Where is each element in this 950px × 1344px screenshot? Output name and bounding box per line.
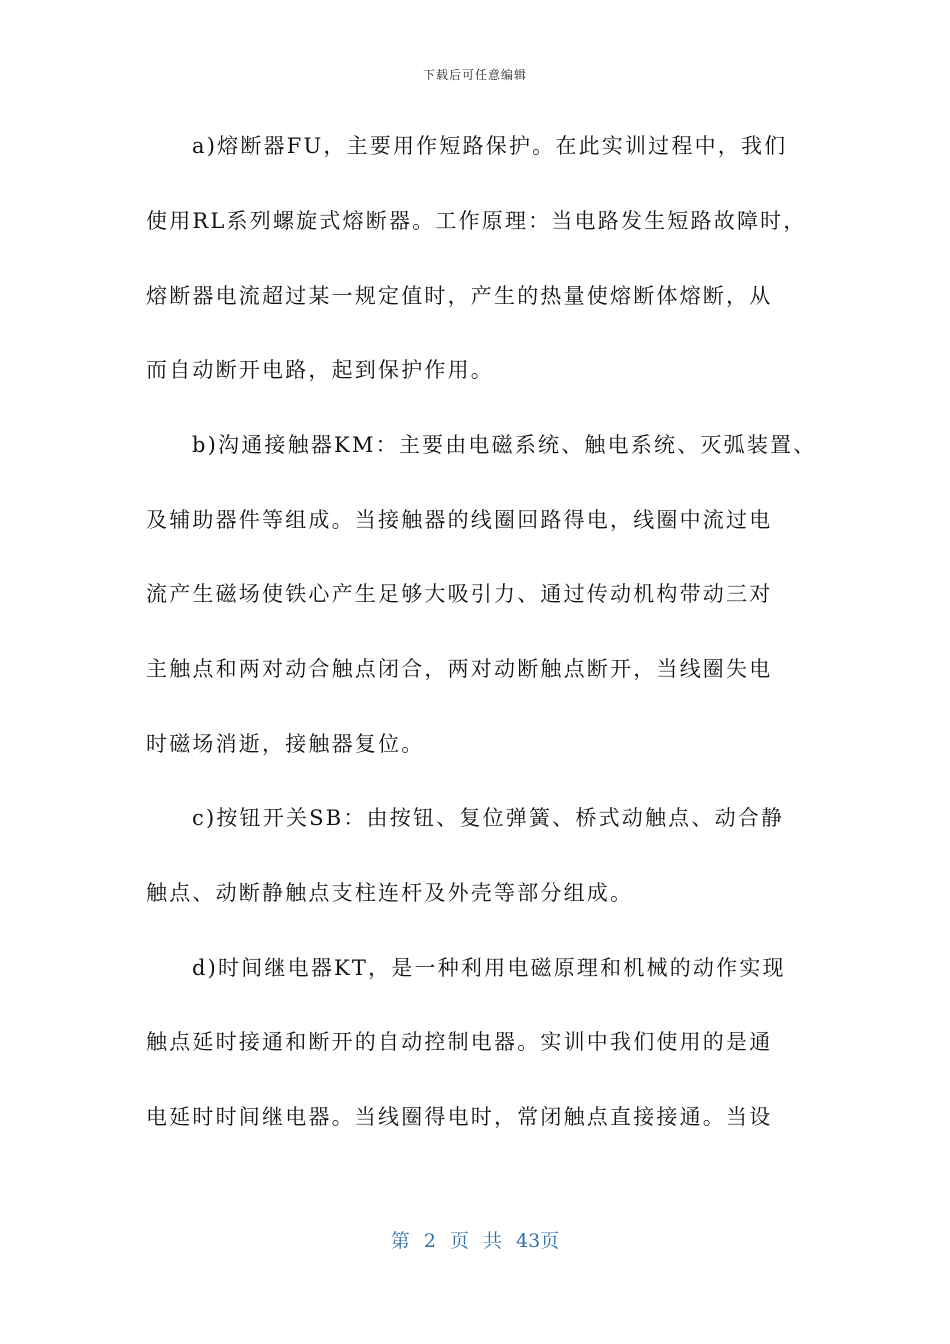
- paragraph-c-line-2: 触点、动断静触点支柱连杆及外壳等部分组成。: [146, 881, 634, 905]
- paragraph-d-line-3: 电延时时间继电器。当线圈得电时，常闭触点直接接通。当设: [146, 1105, 773, 1129]
- page-number-footer: 第 2 页 共 43页: [390, 1230, 560, 1252]
- paragraph-d-line-2: 触点延时接通和断开的自动控制电器。实训中我们使用的是通: [146, 1030, 773, 1054]
- paragraph-a-line-4: 而自动断开电路，起到保护作用。: [146, 358, 494, 382]
- paragraph-a-line-2: 使用RL系列螺旋式熔断器。工作原理：当电路发生短路故障时，: [146, 209, 807, 233]
- paragraph-c-line-1: c)按钮开关SB：由按钮、复位弹簧、桥式动触点、动合静: [192, 806, 785, 830]
- paragraph-b-line-4: 主触点和两对动合触点闭合，两对动断触点断开，当线圈失电: [146, 657, 773, 681]
- paragraph-b-line-1: b)沟通接触器KM：主要由电磁系统、触电系统、灭弧装置、: [192, 433, 817, 457]
- paragraph-b-line-3: 流产生磁场使铁心产生足够大吸引力、通过传动机构带动三对: [146, 582, 773, 606]
- paragraph-d-line-1: d)时间继电器KT，是一种利用电磁原理和机械的动作实现: [192, 956, 786, 980]
- paragraph-a-line-1: a)熔断器FU，主要用作短路保护。在此实训过程中，我们: [192, 134, 788, 158]
- paragraph-a-line-3: 熔断器电流超过某一规定值时，产生的热量使熔断体熔断，从: [146, 284, 773, 308]
- paragraph-b-line-2: 及辅助器件等组成。当接触器的线圈回路得电，线圈中流过电: [146, 508, 773, 532]
- page-header: 下载后可任意编辑: [422, 68, 527, 82]
- paragraph-b-line-5: 时磁场消逝，接触器复位。: [146, 732, 425, 756]
